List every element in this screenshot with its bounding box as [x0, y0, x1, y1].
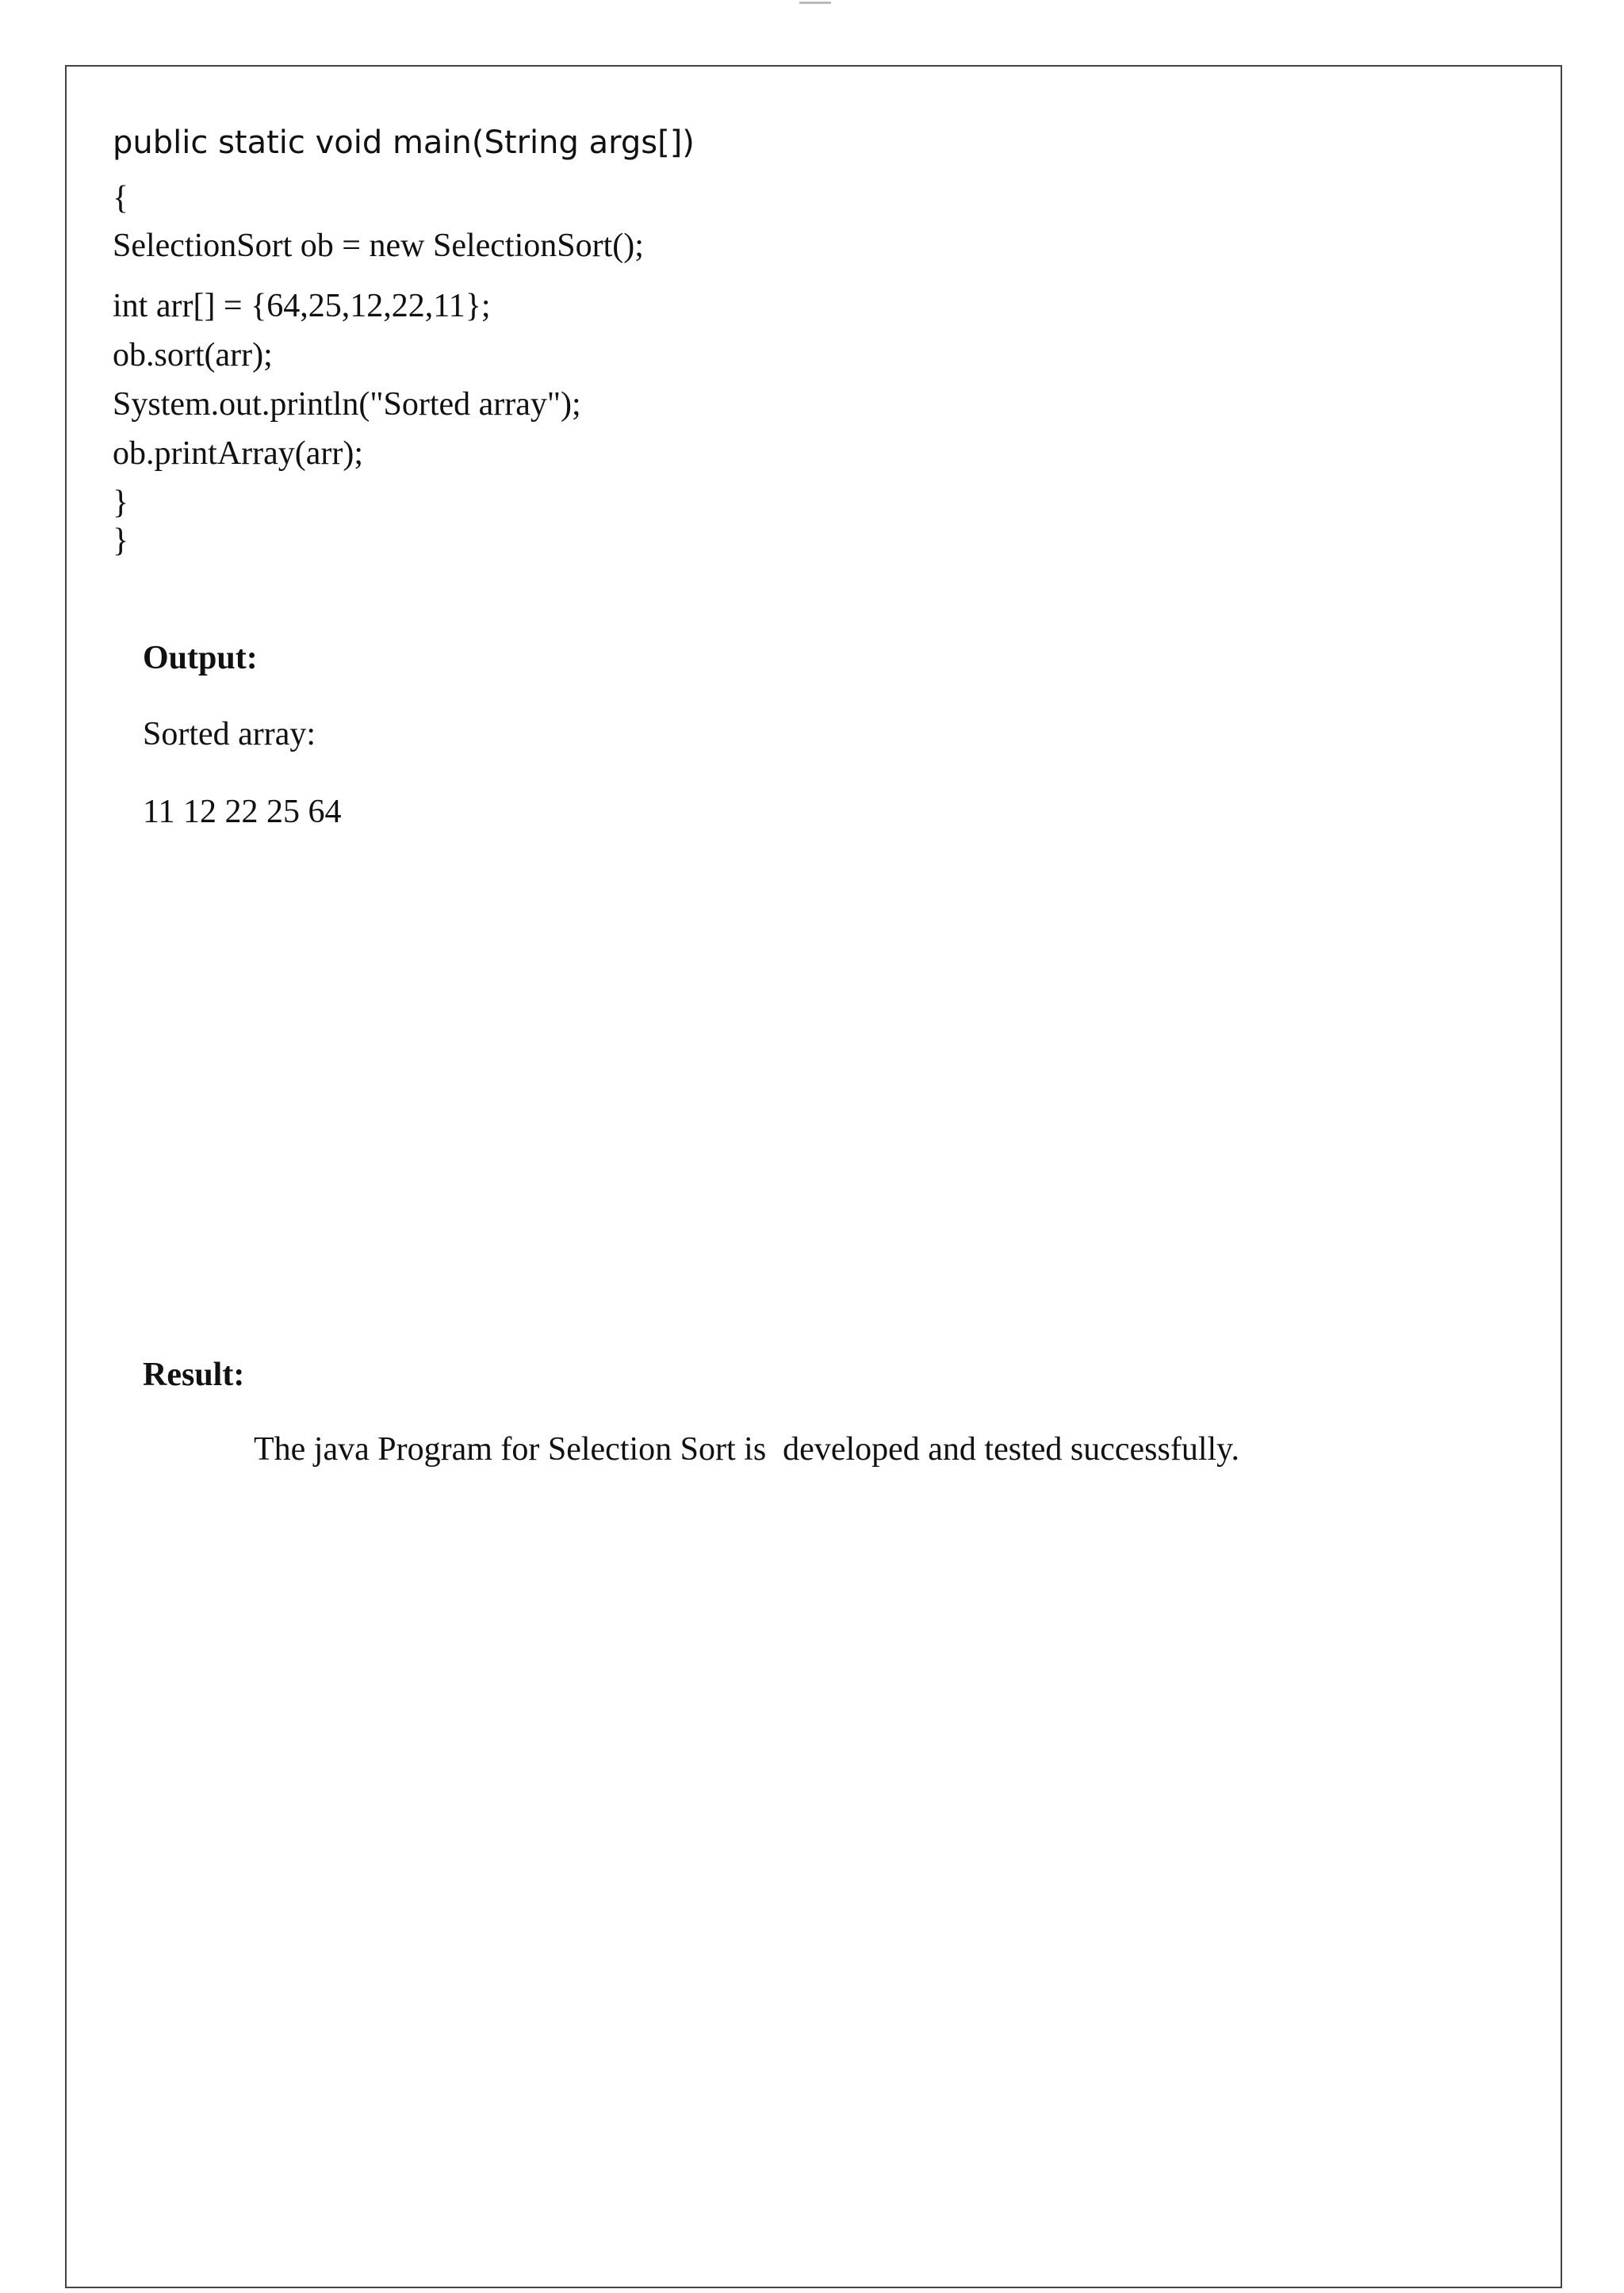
code-line-9: } [113, 523, 129, 559]
result-heading: Result: [143, 1357, 245, 1393]
code-line-3: SelectionSort ob = new SelectionSort(); [113, 228, 644, 264]
code-line-5: ob.sort(arr); [113, 337, 273, 373]
output-heading: Output: [143, 640, 258, 676]
code-line-4: int arr[] = {64,25,12,22,11}; [113, 288, 491, 324]
result-text: The java Program for Selection Sort is developed and tested successfully. [254, 1431, 1239, 1468]
output-line-2: 11 12 22 25 64 [143, 794, 342, 830]
code-line-8: } [113, 484, 129, 521]
header-mark [799, 2, 831, 4]
code-line-2: { [113, 180, 129, 216]
code-line-1: public static void main(String args[]) [113, 124, 695, 161]
output-line-1: Sorted array: [143, 716, 316, 752]
code-line-6: System.out.println("Sorted array"); [113, 386, 581, 423]
code-line-7: ob.printArray(arr); [113, 435, 364, 472]
